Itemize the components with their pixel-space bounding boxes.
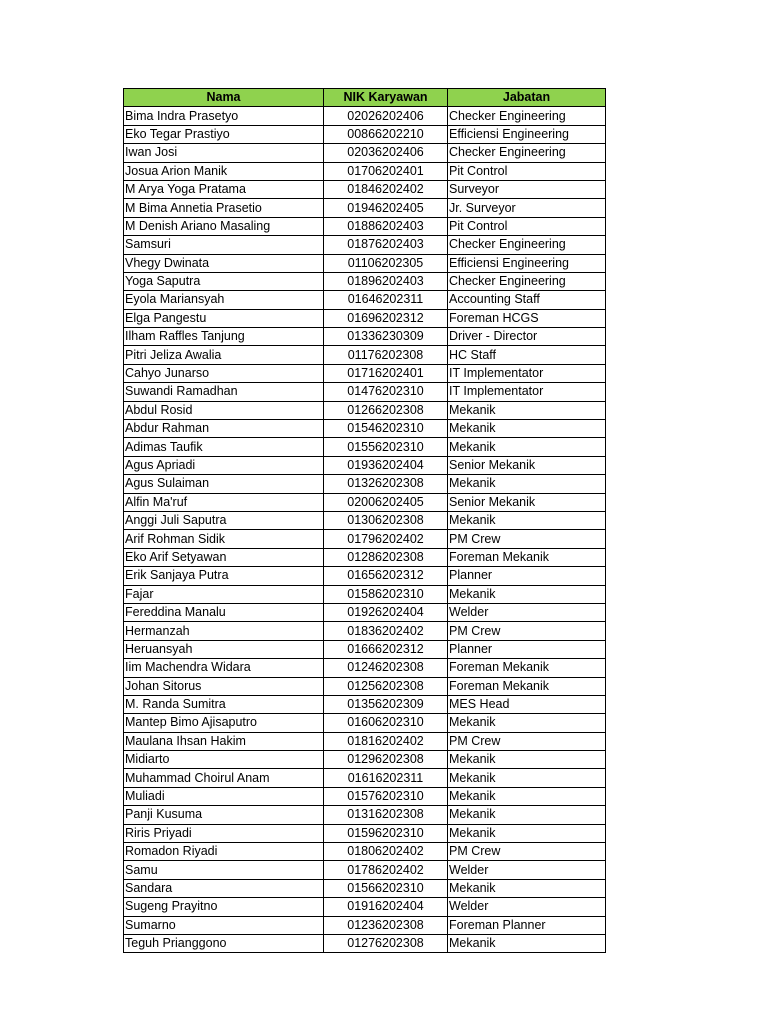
- cell-jabatan: Mekanik: [448, 585, 606, 603]
- table-row: [124, 383, 606, 401]
- cell-nik: 01596202310: [324, 824, 448, 842]
- table-row: [124, 309, 606, 327]
- cell-nama: Suwandi Ramadhan: [124, 383, 324, 401]
- cell-jabatan: Planner: [448, 640, 606, 658]
- header-nik: NIK Karyawan: [324, 89, 448, 107]
- cell-nama: Josua Arion Manik: [124, 162, 324, 180]
- cell-nama: Agus Apriadi: [124, 456, 324, 474]
- cell-jabatan: Jr. Surveyor: [448, 199, 606, 217]
- table-row: [124, 695, 606, 713]
- cell-nama: Eko Arif Setyawan: [124, 548, 324, 566]
- table-row: [124, 420, 606, 438]
- table-row: [124, 603, 606, 621]
- cell-nama: M Denish Ariano Masaling: [124, 217, 324, 235]
- cell-nik: 01336230309: [324, 328, 448, 346]
- table-row: [124, 346, 606, 364]
- table-row: [124, 530, 606, 548]
- cell-nama: M Arya Yoga Pratama: [124, 180, 324, 198]
- cell-nama: Sumarno: [124, 916, 324, 934]
- cell-jabatan: Mekanik: [448, 879, 606, 897]
- cell-nama: Cahyo Junarso: [124, 364, 324, 382]
- table-row: [124, 824, 606, 842]
- cell-nik: 01926202404: [324, 603, 448, 621]
- cell-nama: Erik Sanjaya Putra: [124, 567, 324, 585]
- cell-jabatan: Efficiensi Engineering: [448, 125, 606, 143]
- cell-nama: Iwan Josi: [124, 144, 324, 162]
- header-row: [124, 89, 606, 107]
- cell-nik: 01946202405: [324, 199, 448, 217]
- cell-nik: 01876202403: [324, 236, 448, 254]
- cell-nik: 02036202406: [324, 144, 448, 162]
- cell-nama: Muhammad Choirul Anam: [124, 769, 324, 787]
- cell-nama: Teguh Prianggono: [124, 934, 324, 952]
- table-row: [124, 107, 606, 125]
- table-row: [124, 272, 606, 290]
- cell-nik: 01176202308: [324, 346, 448, 364]
- cell-nik: 01806202402: [324, 843, 448, 861]
- cell-nama: Sugeng Prayitno: [124, 898, 324, 916]
- cell-nama: Romadon Riyadi: [124, 843, 324, 861]
- cell-nik: 01566202310: [324, 879, 448, 897]
- employee-table: [123, 88, 606, 953]
- cell-jabatan: Foreman Mekanik: [448, 659, 606, 677]
- table-row: [124, 401, 606, 419]
- table-row: [124, 806, 606, 824]
- cell-nik: 02026202406: [324, 107, 448, 125]
- cell-nama: Iim Machendra Widara: [124, 659, 324, 677]
- cell-jabatan: PM Crew: [448, 622, 606, 640]
- cell-nama: Eko Tegar Prastiyo: [124, 125, 324, 143]
- cell-nik: 01706202401: [324, 162, 448, 180]
- cell-nama: Agus Sulaiman: [124, 475, 324, 493]
- cell-nik: 01896202403: [324, 272, 448, 290]
- cell-nama: M. Randa Sumitra: [124, 695, 324, 713]
- cell-nik: 01306202308: [324, 511, 448, 529]
- cell-jabatan: Welder: [448, 603, 606, 621]
- cell-nama: Mantep Bimo Ajisaputro: [124, 714, 324, 732]
- table-row: [124, 548, 606, 566]
- cell-jabatan: IT Implementator: [448, 383, 606, 401]
- table-row: [124, 898, 606, 916]
- cell-nama: Riris Priyadi: [124, 824, 324, 842]
- cell-nik: 01296202308: [324, 751, 448, 769]
- cell-jabatan: Mekanik: [448, 934, 606, 952]
- cell-jabatan: Checker Engineering: [448, 272, 606, 290]
- table-row: [124, 438, 606, 456]
- table-row: [124, 364, 606, 382]
- cell-nama: Johan Sitorus: [124, 677, 324, 695]
- table-row: [124, 677, 606, 695]
- cell-nama: Samu: [124, 861, 324, 879]
- cell-nama: M Bima Annetia Prasetio: [124, 199, 324, 217]
- cell-nik: 01286202308: [324, 548, 448, 566]
- cell-nik: 01916202404: [324, 898, 448, 916]
- cell-jabatan: Checker Engineering: [448, 144, 606, 162]
- table-row: [124, 751, 606, 769]
- cell-jabatan: Mekanik: [448, 420, 606, 438]
- table-row: [124, 879, 606, 897]
- cell-nik: 01586202310: [324, 585, 448, 603]
- cell-nama: Abdur Rahman: [124, 420, 324, 438]
- table-row: [124, 125, 606, 143]
- table-row: [124, 511, 606, 529]
- cell-jabatan: Senior Mekanik: [448, 493, 606, 511]
- cell-jabatan: Pit Control: [448, 162, 606, 180]
- cell-nik: 01886202403: [324, 217, 448, 235]
- cell-jabatan: PM Crew: [448, 843, 606, 861]
- table-row: [124, 456, 606, 474]
- cell-nik: 01246202308: [324, 659, 448, 677]
- cell-nik: 01606202310: [324, 714, 448, 732]
- cell-nama: Heruansyah: [124, 640, 324, 658]
- cell-nik: 01546202310: [324, 420, 448, 438]
- table-row: [124, 217, 606, 235]
- table-row: [124, 732, 606, 750]
- cell-jabatan: Senior Mekanik: [448, 456, 606, 474]
- table-row: [124, 640, 606, 658]
- table-row: [124, 769, 606, 787]
- cell-nik: 01326202308: [324, 475, 448, 493]
- table-body: [124, 107, 606, 953]
- table-row: [124, 916, 606, 934]
- header-nama: Nama: [124, 89, 324, 107]
- cell-nik: 01256202308: [324, 677, 448, 695]
- table-row: [124, 162, 606, 180]
- table-row: [124, 199, 606, 217]
- cell-jabatan: Mekanik: [448, 438, 606, 456]
- cell-nama: Hermanzah: [124, 622, 324, 640]
- cell-nama: Panji Kusuma: [124, 806, 324, 824]
- cell-nik: 02006202405: [324, 493, 448, 511]
- cell-nik: 01656202312: [324, 567, 448, 585]
- cell-nama: Fajar: [124, 585, 324, 603]
- cell-nama: Fereddina Manalu: [124, 603, 324, 621]
- cell-nama: Muliadi: [124, 787, 324, 805]
- cell-jabatan: MES Head: [448, 695, 606, 713]
- cell-nik: 01846202402: [324, 180, 448, 198]
- table-row: [124, 254, 606, 272]
- cell-nik: 01666202312: [324, 640, 448, 658]
- header-jabatan: Jabatan: [448, 89, 606, 107]
- cell-jabatan: Mekanik: [448, 769, 606, 787]
- table-row: [124, 622, 606, 640]
- cell-nama: Abdul Rosid: [124, 401, 324, 419]
- cell-jabatan: Mekanik: [448, 787, 606, 805]
- cell-nik: 01576202310: [324, 787, 448, 805]
- cell-jabatan: Accounting Staff: [448, 291, 606, 309]
- table-row: [124, 328, 606, 346]
- cell-nik: 01646202311: [324, 291, 448, 309]
- cell-nik: 01106202305: [324, 254, 448, 272]
- cell-jabatan: PM Crew: [448, 530, 606, 548]
- cell-jabatan: Foreman Mekanik: [448, 677, 606, 695]
- cell-jabatan: HC Staff: [448, 346, 606, 364]
- cell-jabatan: Welder: [448, 898, 606, 916]
- cell-jabatan: Driver - Director: [448, 328, 606, 346]
- cell-jabatan: Pit Control: [448, 217, 606, 235]
- table-row: [124, 291, 606, 309]
- cell-nama: Eyola Mariansyah: [124, 291, 324, 309]
- cell-nama: Yoga Saputra: [124, 272, 324, 290]
- cell-nik: 01696202312: [324, 309, 448, 327]
- cell-nama: Alfin Ma'ruf: [124, 493, 324, 511]
- table-row: [124, 714, 606, 732]
- cell-nama: Adimas Taufik: [124, 438, 324, 456]
- cell-jabatan: Mekanik: [448, 806, 606, 824]
- table-row: [124, 934, 606, 952]
- cell-jabatan: Mekanik: [448, 714, 606, 732]
- cell-nama: Maulana Ihsan Hakim: [124, 732, 324, 750]
- cell-nik: 01356202309: [324, 695, 448, 713]
- cell-jabatan: Mekanik: [448, 824, 606, 842]
- table-row: [124, 659, 606, 677]
- cell-nik: 01786202402: [324, 861, 448, 879]
- cell-nik: 01836202402: [324, 622, 448, 640]
- cell-nik: 01796202402: [324, 530, 448, 548]
- cell-nama: Ilham Raffles Tanjung: [124, 328, 324, 346]
- table-row: [124, 236, 606, 254]
- cell-jabatan: PM Crew: [448, 732, 606, 750]
- cell-nik: 01316202308: [324, 806, 448, 824]
- cell-nik: 00866202210: [324, 125, 448, 143]
- cell-jabatan: IT Implementator: [448, 364, 606, 382]
- cell-nama: Vhegy Dwinata: [124, 254, 324, 272]
- table-row: [124, 787, 606, 805]
- cell-jabatan: Foreman Planner: [448, 916, 606, 934]
- table-row: [124, 843, 606, 861]
- cell-nama: Bima Indra Prasetyo: [124, 107, 324, 125]
- cell-jabatan: Checker Engineering: [448, 107, 606, 125]
- cell-jabatan: Surveyor: [448, 180, 606, 198]
- cell-nik: 01816202402: [324, 732, 448, 750]
- cell-jabatan: Foreman Mekanik: [448, 548, 606, 566]
- cell-nik: 01236202308: [324, 916, 448, 934]
- cell-nama: Midiarto: [124, 751, 324, 769]
- cell-nik: 01616202311: [324, 769, 448, 787]
- table-row: [124, 475, 606, 493]
- cell-jabatan: Foreman HCGS: [448, 309, 606, 327]
- table-row: [124, 585, 606, 603]
- table-row: [124, 567, 606, 585]
- cell-jabatan: Mekanik: [448, 511, 606, 529]
- cell-nama: Anggi Juli Saputra: [124, 511, 324, 529]
- cell-nama: Elga Pangestu: [124, 309, 324, 327]
- cell-nama: Pitri Jeliza Awalia: [124, 346, 324, 364]
- cell-nama: Arif Rohman Sidik: [124, 530, 324, 548]
- cell-nik: 01266202308: [324, 401, 448, 419]
- table-row: [124, 144, 606, 162]
- cell-nama: Samsuri: [124, 236, 324, 254]
- cell-nik: 01556202310: [324, 438, 448, 456]
- cell-jabatan: Welder: [448, 861, 606, 879]
- cell-nik: 01276202308: [324, 934, 448, 952]
- cell-jabatan: Efficiensi Engineering: [448, 254, 606, 272]
- cell-jabatan: Mekanik: [448, 401, 606, 419]
- table-row: [124, 180, 606, 198]
- cell-nik: 01476202310: [324, 383, 448, 401]
- cell-jabatan: Checker Engineering: [448, 236, 606, 254]
- cell-nik: 01936202404: [324, 456, 448, 474]
- cell-jabatan: Mekanik: [448, 751, 606, 769]
- cell-nik: 01716202401: [324, 364, 448, 382]
- cell-jabatan: Planner: [448, 567, 606, 585]
- cell-nama: Sandara: [124, 879, 324, 897]
- table-row: [124, 493, 606, 511]
- cell-jabatan: Mekanik: [448, 475, 606, 493]
- table-row: [124, 861, 606, 879]
